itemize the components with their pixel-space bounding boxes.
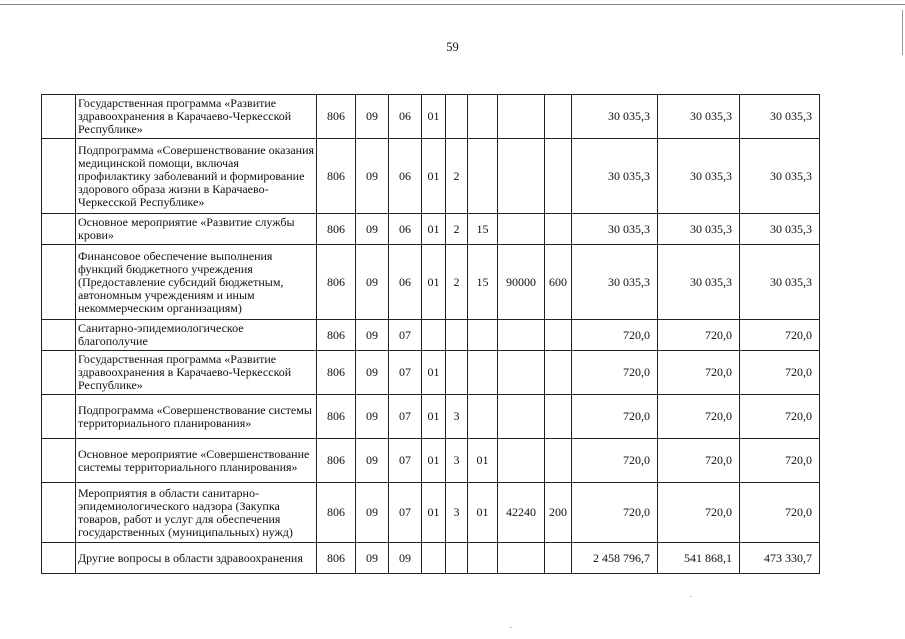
subprogram-code-cell bbox=[446, 320, 468, 351]
program-code-cell bbox=[422, 320, 446, 351]
measure-code-cell: 01 bbox=[468, 439, 498, 483]
row-number-cell bbox=[42, 139, 76, 214]
subsection-code-cell: 07 bbox=[389, 395, 422, 439]
amount-year3-cell: 30 035,3 bbox=[740, 214, 820, 245]
table-row bbox=[42, 139, 820, 214]
direction-code-cell bbox=[498, 395, 545, 439]
program-code-cell: 01 bbox=[422, 483, 446, 543]
amount-year2-cell: 541 868,1 bbox=[658, 543, 740, 574]
amount-year1-cell: 720,0 bbox=[572, 351, 658, 395]
direction-code-cell bbox=[498, 214, 545, 245]
budget-table bbox=[41, 94, 820, 574]
row-number-cell bbox=[42, 543, 76, 574]
ministry-code-cell: 806 bbox=[317, 95, 356, 139]
table-row bbox=[42, 214, 820, 245]
ministry-code-cell: 806 bbox=[317, 439, 356, 483]
subprogram-code-cell: 3 bbox=[446, 395, 468, 439]
subsection-code-cell: 07 bbox=[389, 483, 422, 543]
amount-year1-cell: 30 035,3 bbox=[572, 214, 658, 245]
item-name-cell: Подпрограмма «Совершенствование системы территориального планирования» bbox=[76, 395, 317, 439]
row-number-cell bbox=[42, 245, 76, 320]
measure-code-cell bbox=[468, 95, 498, 139]
amount-year1-cell: 720,0 bbox=[572, 483, 658, 543]
amount-year3-cell: 720,0 bbox=[740, 351, 820, 395]
direction-code-cell bbox=[498, 139, 545, 214]
amount-year1-cell: 720,0 bbox=[572, 320, 658, 351]
page-number: 59 bbox=[446, 40, 459, 54]
expense-type-cell: 200 bbox=[545, 483, 572, 543]
program-code-cell: 01 bbox=[422, 245, 446, 320]
section-code-cell: 09 bbox=[356, 543, 389, 574]
direction-code-cell bbox=[498, 543, 545, 574]
row-number-cell bbox=[42, 320, 76, 351]
row-number-cell bbox=[42, 395, 76, 439]
section-code-cell: 09 bbox=[356, 439, 389, 483]
item-name-cell: Мероприятия в области санитарно-эпидемиологического надзора (Закупка товаров, работ и услуг для обеспечения государственных (муниципальных) нужд) bbox=[76, 483, 317, 543]
item-name-cell: Основное мероприятие «Совершенствование системы территориального планирования» bbox=[76, 439, 317, 483]
subprogram-code-cell bbox=[446, 351, 468, 395]
row-number-cell bbox=[42, 95, 76, 139]
table-body bbox=[42, 95, 820, 574]
subprogram-code-cell: 2 bbox=[446, 139, 468, 214]
subsection-code-cell: 06 bbox=[389, 245, 422, 320]
direction-code-cell bbox=[498, 351, 545, 395]
ministry-code-cell: 806 bbox=[317, 139, 356, 214]
section-code-cell: 09 bbox=[356, 395, 389, 439]
amount-year2-cell: 720,0 bbox=[658, 395, 740, 439]
ministry-code-cell: 806 bbox=[317, 543, 356, 574]
measure-code-cell bbox=[468, 351, 498, 395]
expense-type-cell bbox=[545, 95, 572, 139]
row-number-cell bbox=[42, 351, 76, 395]
expense-type-cell bbox=[545, 395, 572, 439]
table-row bbox=[42, 543, 820, 574]
measure-code-cell: 15 bbox=[468, 245, 498, 320]
subsection-code-cell: 06 bbox=[389, 95, 422, 139]
subprogram-code-cell: 2 bbox=[446, 214, 468, 245]
amount-year3-cell: 720,0 bbox=[740, 483, 820, 543]
measure-code-cell bbox=[468, 139, 498, 214]
subprogram-code-cell: 2 bbox=[446, 245, 468, 320]
amount-year2-cell: 30 035,3 bbox=[658, 214, 740, 245]
program-code-cell: 01 bbox=[422, 439, 446, 483]
scan-speck bbox=[690, 596, 692, 597]
subsection-code-cell: 06 bbox=[389, 139, 422, 214]
subprogram-code-cell: 3 bbox=[446, 439, 468, 483]
amount-year3-cell: 720,0 bbox=[740, 439, 820, 483]
section-code-cell: 09 bbox=[356, 214, 389, 245]
amount-year2-cell: 30 035,3 bbox=[658, 139, 740, 214]
amount-year3-cell: 720,0 bbox=[740, 320, 820, 351]
section-code-cell: 09 bbox=[356, 245, 389, 320]
ministry-code-cell: 806 bbox=[317, 245, 356, 320]
table-row bbox=[42, 320, 820, 351]
section-code-cell: 09 bbox=[356, 320, 389, 351]
amount-year1-cell: 30 035,3 bbox=[572, 139, 658, 214]
amount-year2-cell: 720,0 bbox=[658, 320, 740, 351]
row-number-cell bbox=[42, 439, 76, 483]
amount-year2-cell: 720,0 bbox=[658, 439, 740, 483]
expense-type-cell bbox=[545, 320, 572, 351]
direction-code-cell bbox=[498, 439, 545, 483]
ministry-code-cell: 806 bbox=[317, 351, 356, 395]
program-code-cell: 01 bbox=[422, 395, 446, 439]
section-code-cell: 09 bbox=[356, 351, 389, 395]
item-name-cell: Санитарно-эпидемиологическое благополучие bbox=[76, 320, 317, 351]
item-name-cell: Государственная программа «Развитие здравоохранения в Карачаево-Черкесской Республике» bbox=[76, 351, 317, 395]
row-number-cell bbox=[42, 214, 76, 245]
amount-year2-cell: 30 035,3 bbox=[658, 245, 740, 320]
direction-code-cell: 90000 bbox=[498, 245, 545, 320]
subsection-code-cell: 07 bbox=[389, 351, 422, 395]
subprogram-code-cell bbox=[446, 95, 468, 139]
program-code-cell bbox=[422, 543, 446, 574]
expense-type-cell bbox=[545, 214, 572, 245]
item-name-cell: Финансовое обеспечение выполнения функций бюджетного учреждения (Предоставление субсидий бюджетным, автономным учреждениям и иным некоммерческим организациям) bbox=[76, 245, 317, 320]
table-row bbox=[42, 439, 820, 483]
expense-type-cell bbox=[545, 439, 572, 483]
amount-year3-cell: 30 035,3 bbox=[740, 139, 820, 214]
expense-type-cell: 600 bbox=[545, 245, 572, 320]
measure-code-cell bbox=[468, 543, 498, 574]
program-code-cell: 01 bbox=[422, 214, 446, 245]
amount-year1-cell: 30 035,3 bbox=[572, 245, 658, 320]
direction-code-cell bbox=[498, 95, 545, 139]
expense-type-cell bbox=[545, 139, 572, 214]
amount-year1-cell: 720,0 bbox=[572, 395, 658, 439]
table-row bbox=[42, 351, 820, 395]
subprogram-code-cell: 3 bbox=[446, 483, 468, 543]
amount-year3-cell: 30 035,3 bbox=[740, 95, 820, 139]
amount-year2-cell: 720,0 bbox=[658, 351, 740, 395]
item-name-cell: Другие вопросы в области здравоохранения bbox=[76, 543, 317, 574]
subsection-code-cell: 06 bbox=[389, 214, 422, 245]
ministry-code-cell: 806 bbox=[317, 320, 356, 351]
table-row bbox=[42, 483, 820, 543]
top-border-line bbox=[0, 4, 905, 5]
amount-year3-cell: 473 330,7 bbox=[740, 543, 820, 574]
section-code-cell: 09 bbox=[356, 483, 389, 543]
table-row bbox=[42, 95, 820, 139]
program-code-cell: 01 bbox=[422, 351, 446, 395]
scan-speck bbox=[510, 627, 512, 628]
amount-year1-cell: 30 035,3 bbox=[572, 95, 658, 139]
measure-code-cell: 15 bbox=[468, 214, 498, 245]
row-number-cell bbox=[42, 483, 76, 543]
measure-code-cell bbox=[468, 395, 498, 439]
measure-code-cell: 01 bbox=[468, 483, 498, 543]
subsection-code-cell: 09 bbox=[389, 543, 422, 574]
item-name-cell: Подпрограмма «Совершенствование оказания медицинской помощи, включая профилактику заболеваний и формирование здорового образа жизни в Карачаево-Черкесской Республике» bbox=[76, 139, 317, 214]
expense-type-cell bbox=[545, 543, 572, 574]
section-code-cell: 09 bbox=[356, 95, 389, 139]
amount-year3-cell: 30 035,3 bbox=[740, 245, 820, 320]
direction-code-cell bbox=[498, 320, 545, 351]
program-code-cell: 01 bbox=[422, 139, 446, 214]
subprogram-code-cell bbox=[446, 543, 468, 574]
ministry-code-cell: 806 bbox=[317, 395, 356, 439]
table-row bbox=[42, 245, 820, 320]
subsection-code-cell: 07 bbox=[389, 439, 422, 483]
amount-year1-cell: 2 458 796,7 bbox=[572, 543, 658, 574]
amount-year2-cell: 720,0 bbox=[658, 483, 740, 543]
ministry-code-cell: 806 bbox=[317, 214, 356, 245]
expense-type-cell bbox=[545, 351, 572, 395]
measure-code-cell bbox=[468, 320, 498, 351]
table-row bbox=[42, 395, 820, 439]
direction-code-cell: 42240 bbox=[498, 483, 545, 543]
amount-year3-cell: 720,0 bbox=[740, 395, 820, 439]
ministry-code-cell: 806 bbox=[317, 483, 356, 543]
section-code-cell: 09 bbox=[356, 139, 389, 214]
subsection-code-cell: 07 bbox=[389, 320, 422, 351]
item-name-cell: Основное мероприятие «Развитие службы крови» bbox=[76, 214, 317, 245]
amount-year1-cell: 720,0 bbox=[572, 439, 658, 483]
program-code-cell: 01 bbox=[422, 95, 446, 139]
amount-year2-cell: 30 035,3 bbox=[658, 95, 740, 139]
item-name-cell: Государственная программа «Развитие здравоохранения в Карачаево-Черкесской Республике» bbox=[76, 95, 317, 139]
